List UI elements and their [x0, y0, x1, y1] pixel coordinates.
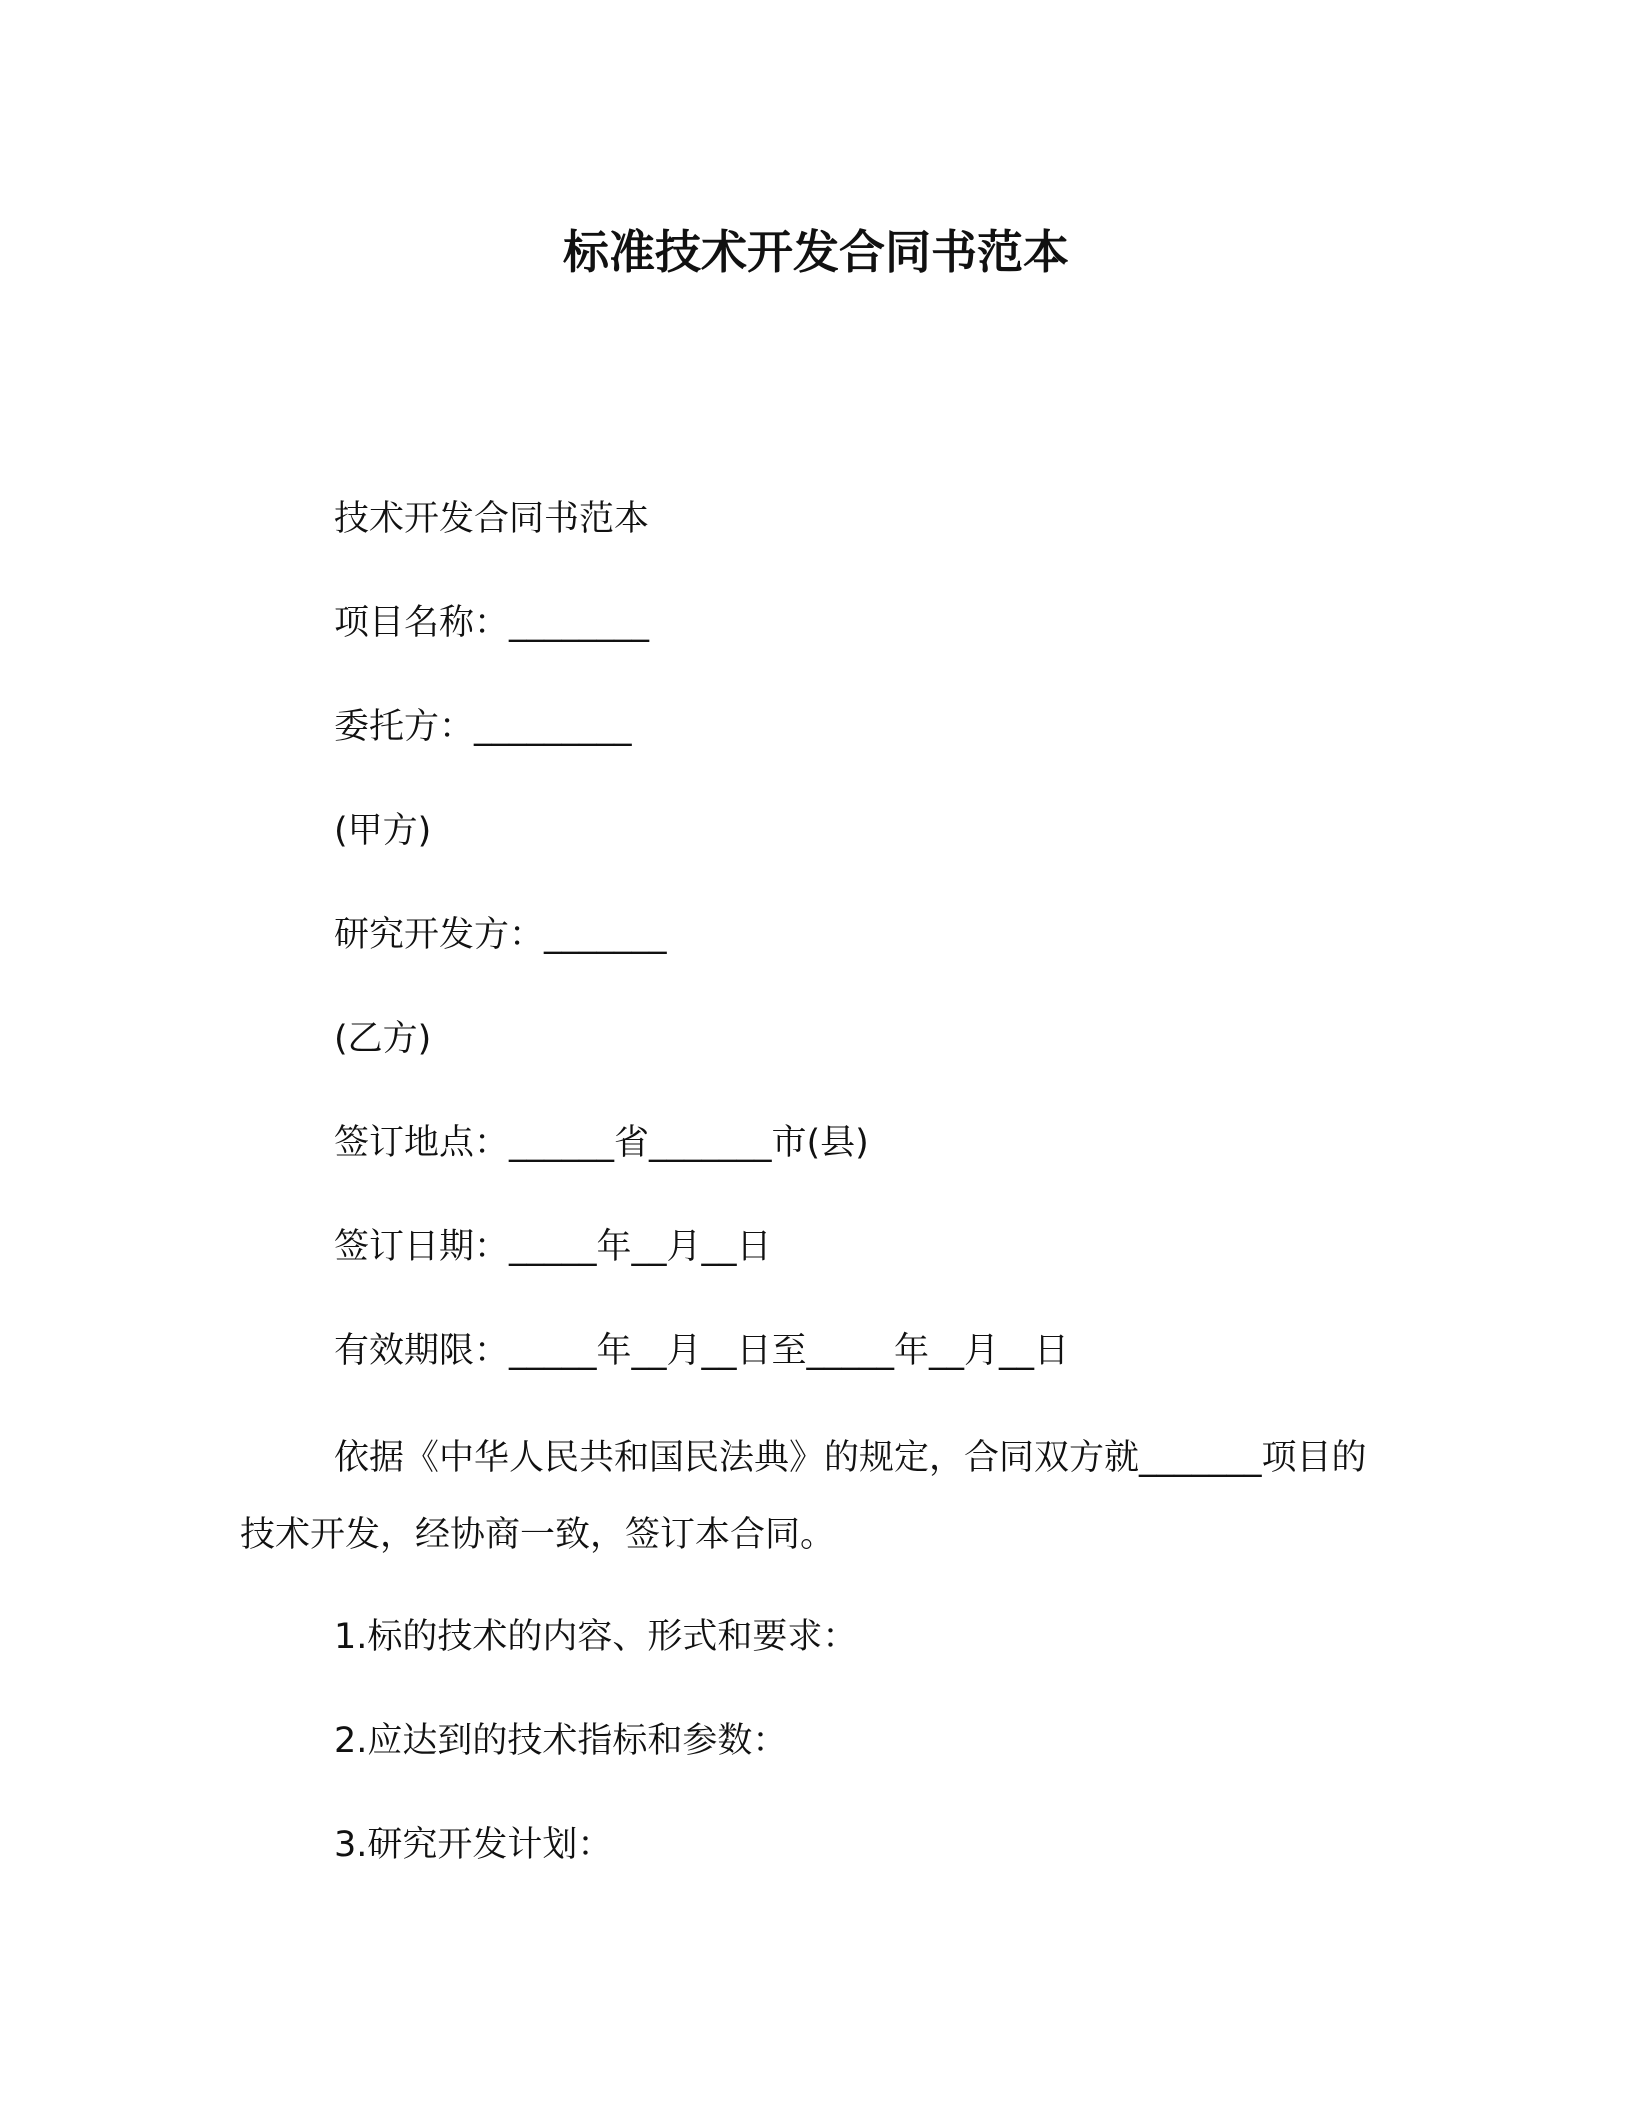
- project-name-line: 项目名称：________: [334, 603, 650, 643]
- party-a-line: (甲方): [334, 811, 432, 851]
- item-1-line: 1.标的技术的内容、形式和要求：: [334, 1617, 858, 1657]
- document-title: 标准技术开发合同书范本: [563, 225, 1069, 279]
- subtitle-line: 技术开发合同书范本: [334, 499, 650, 539]
- developer-line: 研究开发方：_______: [334, 915, 667, 955]
- item-2-line: 2.应达到的技术指标和参数：: [334, 1721, 788, 1761]
- client-line: 委托方：_________: [334, 707, 632, 747]
- validity-period-line: 有效期限：_____年__月__日至_____年__月__日: [334, 1331, 1070, 1371]
- party-b-line: (乙方): [334, 1019, 432, 1059]
- intro-paragraph: 依据《中华人民共和国民法典》的规定，合同双方就_______项目的技术开发，经协商一致，签订本合同。: [240, 1438, 1367, 1555]
- signing-date-line: 签订日期：_____年__月__日: [334, 1227, 772, 1267]
- signing-place-line: 签订地点：______省_______市(县): [334, 1123, 869, 1163]
- item-3-line: 3.研究开发计划：: [334, 1825, 613, 1865]
